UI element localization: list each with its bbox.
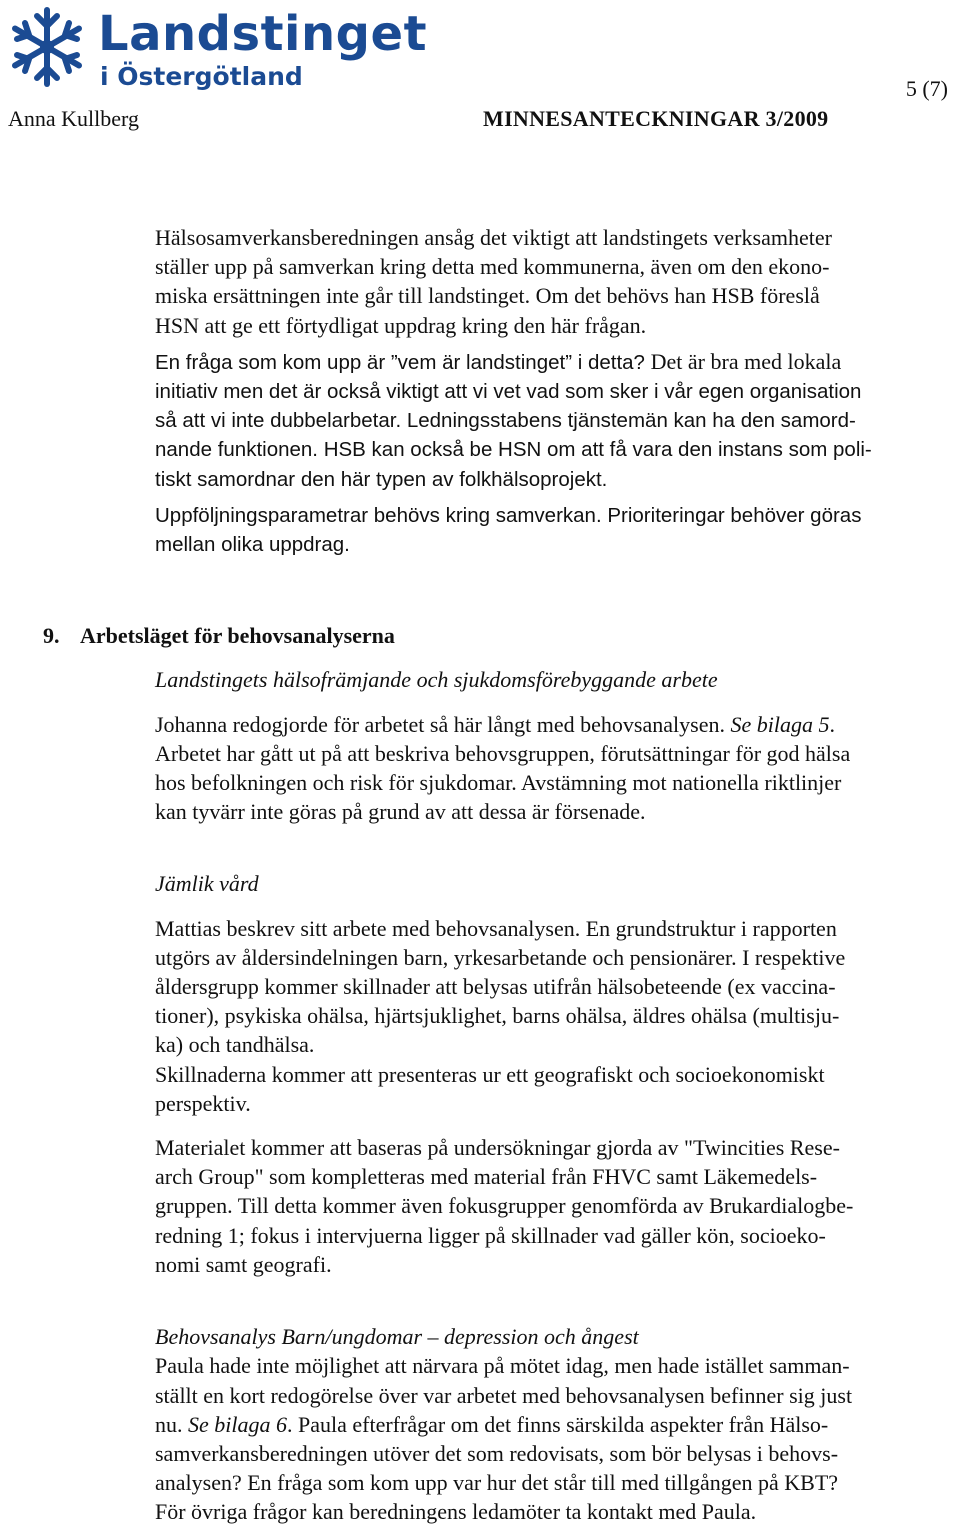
text-line: HSN att ge ett förtydligat uppdrag kring den här frågan. [155, 312, 647, 338]
text-line: miska ersättningen inte går till landstinget. Om det behövs han HSB föreslå [155, 283, 820, 309]
text-line: hos befolkningen och risk för sjukdomar. Avstämning mot nationella riktlinjer [155, 770, 842, 796]
text-segment: . [829, 711, 835, 737]
subheading-barn-ungdomar: Behovsanalys Barn/ungdomar – depression och ångest [155, 1324, 639, 1350]
paragraph-barn-ungdomar [155, 1351, 955, 1526]
text-line: tiskt samordnar den här typen av folkhälsoprojekt. [155, 467, 608, 491]
section-heading-9 [43, 621, 955, 650]
logo-region: i Östergötland [100, 62, 303, 91]
page-number: 5 (7) [905, 76, 948, 101]
text-line: initiativ men det är också viktigt att vi vet vad som sker i vår egen organisation [155, 380, 862, 404]
answer-text: Det är bra med lokala [650, 348, 842, 374]
text-line: tioner), psykiska ohälsa, hjärtsjuklighet, barns ohälsa, äldres ohälsa (multisju- [155, 1003, 840, 1029]
question-text: En fråga som kom upp är ”vem är landstinget” i detta? [155, 350, 651, 374]
snowflake-emblem-icon [4, 4, 90, 90]
document-body [43, 223, 955, 1527]
text-line: mellan olika uppdrag. [155, 533, 350, 557]
text-line: samverkansberedningen utöver det som redovisats, som bör belysas i behovs- [155, 1440, 839, 1466]
paragraph-halsoframjande [155, 710, 955, 827]
landstinget-logo [4, 4, 428, 100]
text-segment: . Paula efterfrågar om det finns särskilda aspekter från Hälso- [287, 1411, 829, 1437]
text-line: redning 1; fokus i intervjuerna ligger på skillnader vad gäller kön, socioeko- [155, 1222, 826, 1248]
text-line: ställt en kort redogörelse över var arbetet med behovsanalysen befinner sig just [155, 1382, 853, 1408]
text-segment: nu. [155, 1411, 188, 1437]
paragraph-jamlik-vard-1 [155, 914, 955, 1118]
logo-name: Landstinget [98, 6, 428, 62]
text-line: Uppföljningsparametrar behövs kring samverkan. Prioriteringar behöver göras [155, 503, 862, 527]
author: Anna Kullberg [8, 106, 139, 131]
text-line: perspektiv. [155, 1090, 251, 1116]
text-line: ka) och tandhälsa. [155, 1032, 315, 1058]
text-line [155, 1410, 955, 1439]
paragraph-intro-1 [155, 223, 955, 340]
paragraph-intro-3 [155, 501, 955, 559]
section-number: 9. [43, 623, 60, 649]
text-line: arch Group" som kompletteras med material från FHVC samt Läkemedels- [155, 1164, 818, 1190]
text-segment: Johanna redogjorde för arbetet så här långt med behovsanalysen. [155, 711, 731, 737]
subheading-jamlik-vard: Jämlik vård [155, 871, 259, 897]
paragraph-intro-2 [155, 347, 955, 494]
text-line [155, 347, 955, 377]
text-line: Materialet kommer att baseras på undersökningar gjorda av "Twincities Rese- [155, 1135, 840, 1161]
text-line: Arbetet har gått ut på att beskriva behovsgruppen, förutsättningar för god hälsa [155, 740, 851, 766]
text-line: För övriga frågor kan beredningens ledamöter ta kontakt med Paula. [155, 1499, 757, 1525]
text-line: analysen? En fråga som kom upp var hur det står till med tillgången på KBT? [155, 1470, 839, 1496]
text-line: nande funktionen. HSB kan också be HSN om att få vara den instans som poli- [155, 438, 872, 462]
text-line: åldersgrupp kommer skillnader att belysas utifrån hälsobeteende (ex vaccina- [155, 974, 836, 1000]
text-line: Paula hade inte möjlighet att närvara på mötet idag, men hade istället samman- [155, 1353, 850, 1379]
text-line: kan tyvärr inte göras på grund av att dessa är försenade. [155, 799, 646, 825]
paragraph-jamlik-vard-2 [155, 1133, 955, 1279]
attachment-reference: Se bilaga 5 [730, 711, 830, 737]
text-line: ställer upp på samverkan kring detta med kommunerna, även om den ekono- [155, 254, 830, 280]
text-line: nomi samt geografi. [155, 1251, 332, 1277]
attachment-reference: Se bilaga 6 [188, 1411, 287, 1437]
subheading-halsoframjande: Landstingets hälsofrämjande och sjukdomsförebyggande arbete [155, 667, 718, 693]
text-line: Skillnaderna kommer att presenteras ur ett geografiskt och socioekonomiskt [155, 1061, 825, 1087]
text-line: utgörs av åldersindelningen barn, yrkesarbetande och pensionärer. I respektive [155, 944, 846, 970]
section-title: Arbetsläget för behovsanalyserna [80, 623, 395, 649]
text-line: Mattias beskrev sitt arbete med behovsanalysen. En grundstruktur i rapporten [155, 915, 837, 941]
document-title: MINNESANTECKNINGAR 3/2009 [483, 106, 829, 131]
text-line: Hälsosamverkansberedningen ansåg det viktigt att landstingets verksamheter [155, 225, 832, 250]
text-line: så att vi inte dubbelarbetar. Ledningsstabens tjänstemän kan ha den samord- [155, 409, 856, 433]
text-line [155, 710, 955, 739]
text-line: gruppen. Till detta kommer även fokusgrupper genomförda av Brukardialogbe- [155, 1193, 854, 1219]
